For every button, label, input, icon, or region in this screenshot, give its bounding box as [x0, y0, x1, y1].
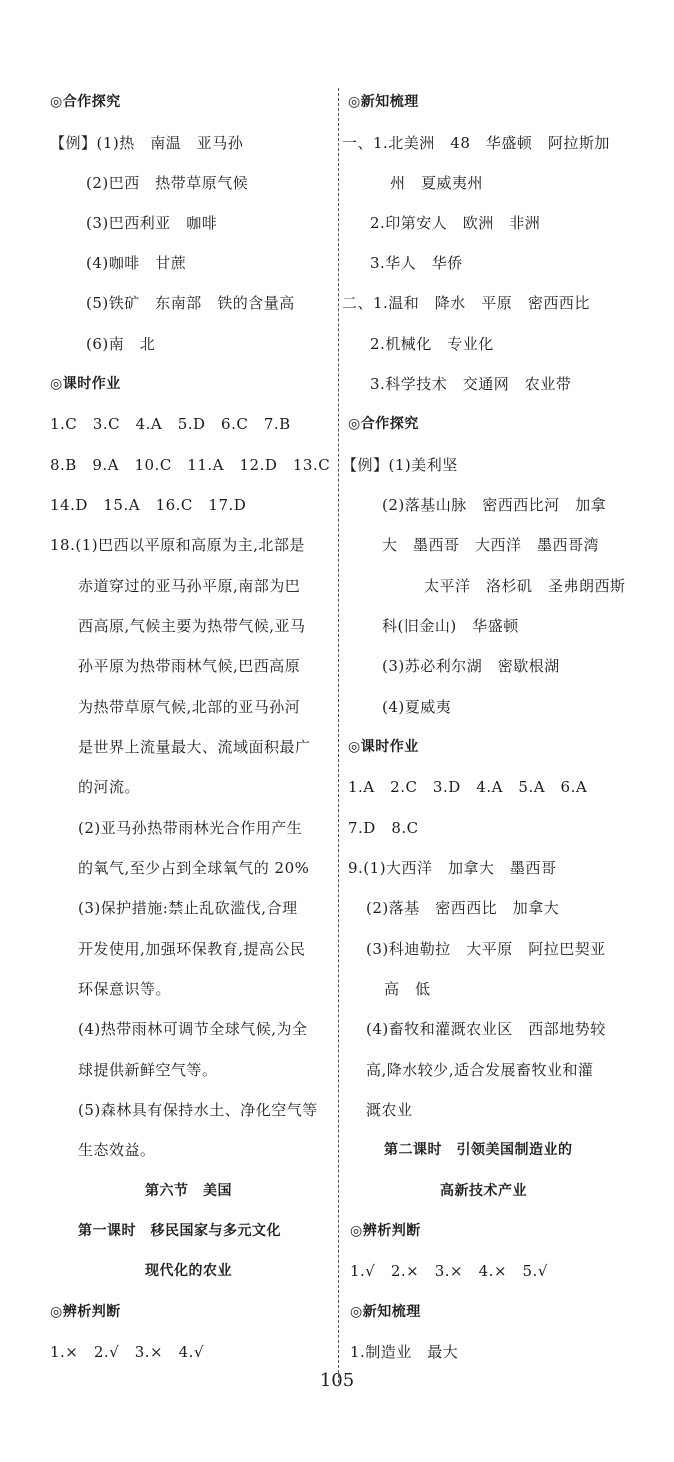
answer-line: (4)咖啡 甘蔗	[86, 254, 187, 272]
column-divider	[338, 88, 339, 1383]
answer-line: 科(旧金山) 华盛顿	[382, 617, 519, 635]
answer-line: 14.D 15.A 16.C 17.D	[50, 496, 247, 514]
answer-line: (5)森林具有保持水土、净化空气等	[78, 1101, 318, 1119]
answer-line: 孙平原为热带雨林气候,巴西高原	[78, 657, 301, 675]
answer-line: 高,降水较少,适合发展畜牧业和灌	[366, 1061, 594, 1079]
answer-line: 8.B 9.A 10.C 11.A 12.D 13.C	[50, 456, 331, 474]
page-number: 105	[319, 1370, 355, 1391]
section-heading: ◎课时作业	[50, 376, 121, 392]
lesson-title: 现代化的农业	[145, 1263, 232, 1279]
answer-line: 的氧气,至少占到全球氧气的 20%	[78, 859, 310, 877]
section-heading: ◎新知梳理	[348, 94, 419, 110]
section-heading: ◎辨析判断	[350, 1223, 421, 1239]
section-title: 第六节 美国	[145, 1183, 232, 1199]
answer-line: (4)畜牧和灌溉农业区 西部地势较	[366, 1020, 606, 1038]
answer-line: 7.D 8.C	[348, 819, 419, 837]
answer-line: 18.(1)巴西以平原和高原为主,北部是	[50, 536, 305, 554]
answer-line: 1.× 2.√ 3.× 4.√	[50, 1343, 204, 1361]
answer-line: 1.A 2.C 3.D 4.A 5.A 6.A	[348, 778, 588, 796]
answer-line: (3)科迪勒拉 大平原 阿拉巴契亚	[366, 940, 606, 958]
answer-line: 二、1.温和 降水 平原 密西西比	[342, 294, 590, 312]
answer-line: 赤道穿过的亚马孙平原,南部为巴	[78, 577, 301, 595]
answer-line: (4)夏威夷	[382, 698, 452, 716]
answer-line: 高 低	[384, 980, 431, 998]
answer-line: 一、1.北美洲 48 华盛顿 阿拉斯加	[342, 134, 610, 152]
answer-line: 大 墨西哥 大西洋 墨西哥湾	[382, 536, 600, 554]
answer-line: 州 夏威夷州	[390, 174, 484, 192]
answer-line: 2.印第安人 欧洲 非洲	[370, 214, 541, 232]
section-heading: ◎新知梳理	[350, 1304, 421, 1320]
answer-line: (3)巴西利亚 咖啡	[86, 214, 218, 232]
answer-line: 9.(1)大西洋 加拿大 墨西哥	[348, 859, 557, 877]
answer-line: 2.机械化 专业化	[370, 335, 494, 353]
answer-line: (3)苏必利尔湖 密歇根湖	[382, 657, 560, 675]
answer-line: (2)落基山脉 密西西比河 加拿	[382, 496, 607, 514]
example-line: 【例】(1)热 南温 亚马孙	[50, 134, 244, 152]
answer-line: 溉农业	[366, 1101, 413, 1119]
section-heading: ◎辨析判断	[50, 1304, 121, 1320]
answer-line: 为热带草原气候,北部的亚马孙河	[78, 698, 301, 716]
answer-line: (4)热带雨林可调节全球气候,为全	[78, 1020, 308, 1038]
answer-line: 太平洋 洛杉矶 圣弗朗西斯	[424, 577, 626, 595]
answer-line: 1.C 3.C 4.A 5.D 6.C 7.B	[50, 415, 291, 433]
lesson-title: 第二课时 引领美国制造业的	[384, 1142, 573, 1158]
example-line: 【例】(1)美利坚	[342, 456, 458, 474]
answer-line: 的河流。	[78, 778, 141, 796]
section-heading: ◎合作探究	[50, 94, 121, 110]
answer-line: (5)铁矿 东南部 铁的含量高	[86, 294, 295, 312]
section-heading: ◎合作探究	[348, 416, 419, 432]
answer-line: 球提供新鲜空气等。	[78, 1061, 218, 1079]
answer-line: 3.华人 华侨	[370, 254, 463, 272]
lesson-title: 高新技术产业	[440, 1183, 527, 1199]
answer-line: 3.科学技术 交通网 农业带	[370, 375, 572, 393]
lesson-title: 第一课时 移民国家与多元文化	[78, 1223, 281, 1239]
answer-line: 开发使用,加强环保教育,提高公民	[78, 940, 306, 958]
answer-line: (2)巴西 热带草原气候	[86, 174, 249, 192]
answer-line: (2)落基 密西西比 加拿大	[366, 899, 560, 917]
answer-line: (2)亚马孙热带雨林光合作用产生	[78, 819, 303, 837]
answer-line: 西高原,气候主要为热带气候,亚马	[78, 617, 306, 635]
answer-line: 生态效益。	[78, 1141, 156, 1159]
answer-line: (3)保护措施:禁止乱砍滥伐,合理	[78, 899, 298, 917]
answer-line: 环保意识等。	[78, 980, 172, 998]
section-heading: ◎课时作业	[348, 739, 419, 755]
answer-line: 是世界上流量最大、流域面积最广	[78, 738, 311, 756]
answer-line: 1.√ 2.× 3.× 4.× 5.√	[350, 1262, 548, 1280]
answer-line: (6)南 北	[86, 335, 156, 353]
answer-line: 1.制造业 最大	[350, 1343, 459, 1361]
